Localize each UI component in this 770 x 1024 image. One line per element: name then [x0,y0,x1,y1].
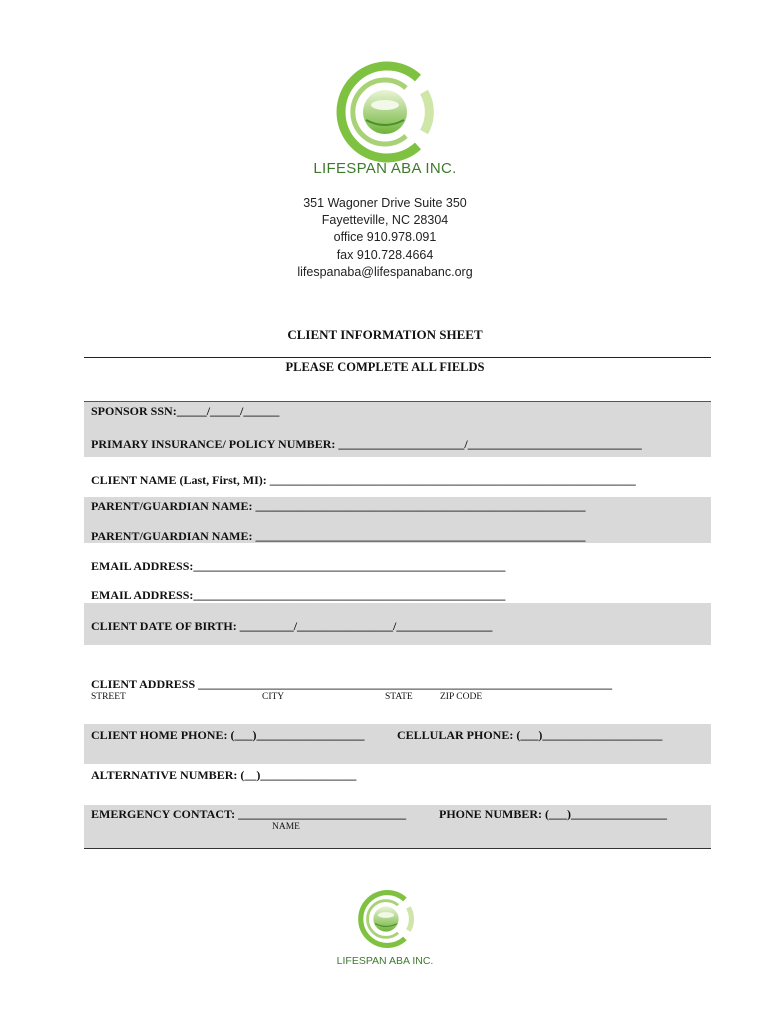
state-label: STATE [385,692,413,702]
city-label: CITY [262,692,285,702]
home-phone-field[interactable]: CLIENT HOME PHONE: (___)__________________ [91,728,365,742]
address-street: 351 Wagoner Drive Suite 350 [303,196,467,210]
title-divider [84,357,711,358]
company-email: lifespanaba@lifespanabanc.org [297,264,473,279]
footer-company-name: LIFESPAN ABA INC. [336,955,434,967]
client-address-field[interactable]: CLIENT ADDRESS _____________________________________________________________________ [91,677,613,691]
company-address [240,195,530,281]
company-name: LIFESPAN ABA INC. [313,160,457,177]
footer-logo [354,888,418,950]
form-subtitle: PLEASE COMPLETE ALL FIELDS [285,360,485,374]
address-city: Fayetteville, NC 28304 [321,213,449,228]
alternative-number-field[interactable]: ALTERNATIVE NUMBER: (__)________________ [91,768,357,782]
emergency-name-label: NAME [272,822,300,832]
parent-guardian-2-field[interactable]: PARENT/GUARDIAN NAME: _______________________________________________________ [91,529,586,543]
parent-guardian-1-field[interactable]: PARENT/GUARDIAN NAME: _______________________________________________________ [91,499,586,513]
emergency-contact-field[interactable]: EMERGENCY CONTACT: ____________________________ [91,807,407,821]
fax-number: fax 910.728.4664 [336,247,434,262]
email-1-field[interactable]: EMAIL ADDRESS:____________________________________________________ [91,559,506,573]
sponsor-ssn-field[interactable]: SPONSOR SSN:_____/_____/______ [91,404,280,418]
client-name-field[interactable]: CLIENT NAME (Last, First, MI): _____________________________________________________________ [91,473,636,487]
fields-top-border [84,401,711,402]
street-label: STREET [91,692,126,702]
company-logo [330,58,440,166]
cellular-phone-field[interactable]: CELLULAR PHONE: (___)____________________ [397,728,663,742]
office-phone: office 910.978.091 [333,230,437,245]
form-title: CLIENT INFORMATION SHEET [287,327,483,342]
zip-code-label: ZIP CODE [440,692,483,702]
emergency-phone-field[interactable]: PHONE NUMBER: (___)________________ [439,807,667,821]
email-2-field[interactable]: EMAIL ADDRESS:____________________________________________________ [91,588,506,602]
client-dob-field[interactable]: CLIENT DATE OF BIRTH: _________/________________/________________ [91,619,493,633]
primary-insurance-field[interactable]: PRIMARY INSURANCE/ POLICY NUMBER: _____________________/_____________________________ [91,437,642,451]
fields-bottom-border [84,848,711,849]
